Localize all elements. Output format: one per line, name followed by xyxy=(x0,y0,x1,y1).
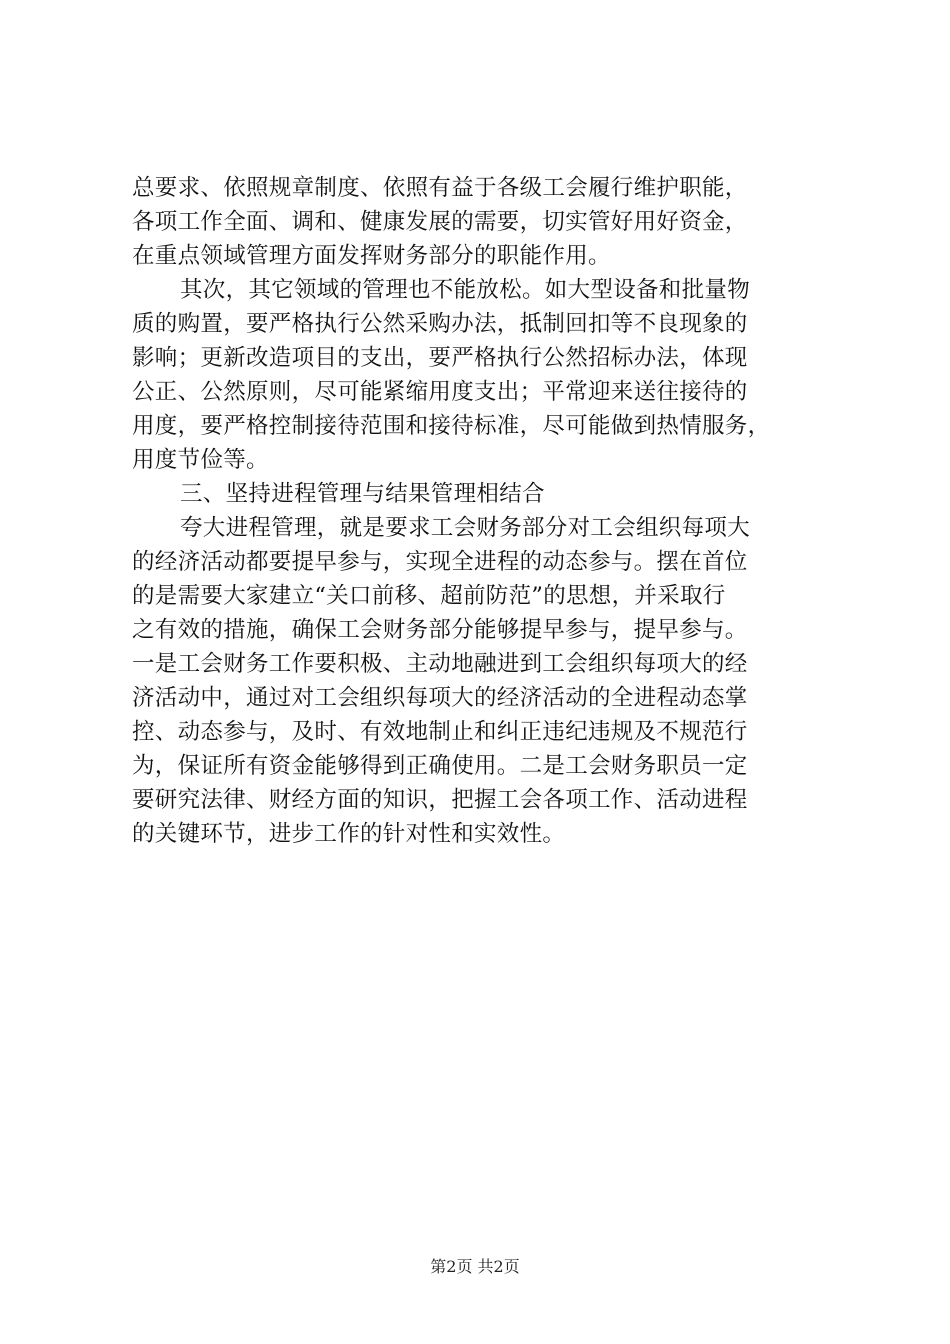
heading-line: 三、坚持进程管理与结果管理相结合 xyxy=(180,481,545,507)
page-footer xyxy=(0,1256,950,1278)
text-line: 的是需要大家建立“关口前移、超前防范”的思想，并采取行 xyxy=(132,583,726,609)
text-line: 为，保证所有资金能够得到正确使用。二是工会财务职员一定 xyxy=(132,753,748,779)
text-line: 之有效的措施，确保工会财务部分能够提早参与，提早参与。 xyxy=(132,617,748,643)
text-line: 用度，要严格控制接待范围和接待标准，尽可能做到热情服务， xyxy=(132,413,771,439)
document-body xyxy=(132,171,832,851)
paragraph xyxy=(132,511,832,851)
text-line: 质的购置，要严格执行公然采购办法，抵制回扣等不良现象的 xyxy=(132,311,748,337)
paragraph xyxy=(132,273,832,477)
text-line: 影响；更新改造项目的支出，要严格执行公然招标办法，体现 xyxy=(132,345,748,371)
text-line: 各项工作全面、调和、健康发展的需要，切实管好用好资金， xyxy=(132,209,748,235)
text-line: 其次，其它领域的管理也不能放松。如大型设备和批量物 xyxy=(180,277,751,303)
text-line: 在重点领域管理方面发挥财务部分的职能作用。 xyxy=(132,243,611,269)
text-line: 用度节俭等。 xyxy=(132,447,269,473)
page-number: 第2页 共2页 xyxy=(430,1257,520,1276)
section-heading xyxy=(132,477,832,511)
text-line: 的经济活动都要提早参与，实现全进程的动态参与。摆在首位 xyxy=(132,549,748,575)
text-line: 的关键环节，进步工作的针对性和实效性。 xyxy=(132,821,566,847)
text-line: 济活动中，通过对工会组织每项大的经济活动的全进程动态掌 xyxy=(132,685,748,711)
text-line: 夸大进程管理，就是要求工会财务部分对工会组织每项大 xyxy=(180,515,751,541)
text-line: 总要求、依照规章制度、依照有益于各级工会履行维护职能， xyxy=(132,175,748,201)
paragraph xyxy=(132,171,832,273)
text-line: 要研究法律、财经方面的知识，把握工会各项工作、活动进程 xyxy=(132,787,748,813)
text-line: 一是工会财务工作要积极、主动地融进到工会组织每项大的经 xyxy=(132,651,748,677)
text-line: 控、动态参与，及时、有效地制止和纠正违纪违规及不规范行 xyxy=(132,719,748,745)
text-line: 公正、公然原则，尽可能紧缩用度支出；平常迎来送往接待的 xyxy=(132,379,748,405)
